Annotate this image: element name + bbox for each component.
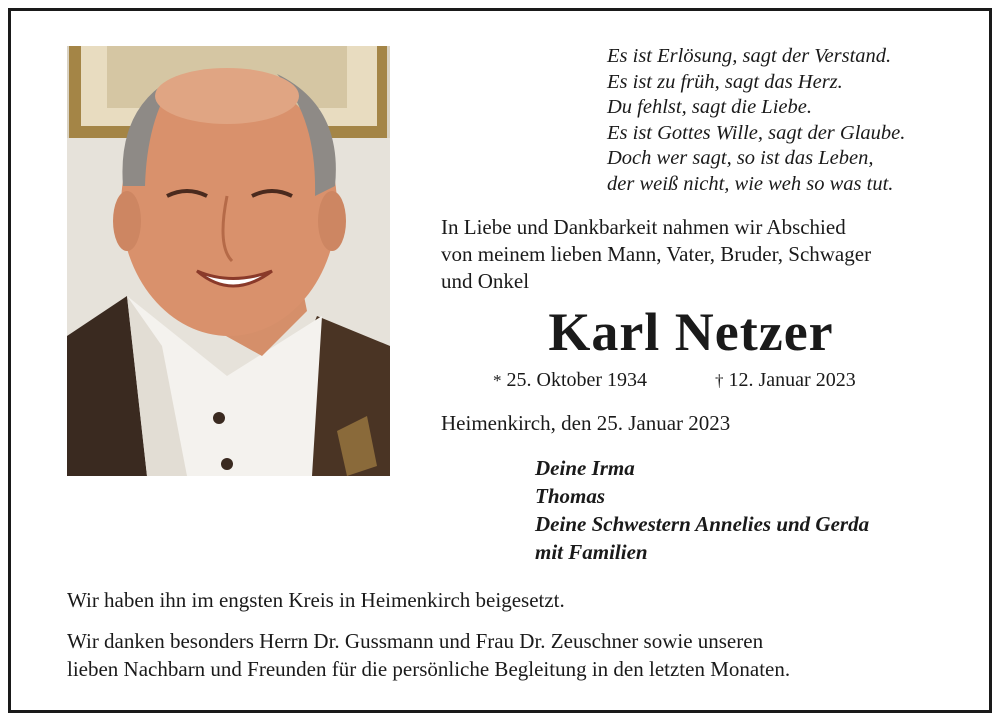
birth-date: 25. Oktober 1934 bbox=[506, 369, 648, 391]
intro-line: In Liebe und Dankbarkeit nahmen wir Abschied bbox=[441, 215, 846, 239]
poem bbox=[607, 44, 967, 198]
thanks-line: lieben Nachbarn und Freunden für die persönliche Begleitung in den letzten Monaten. bbox=[67, 657, 791, 681]
mourner-line: Deine Irma bbox=[535, 456, 635, 480]
poem-line: Es ist Gottes Wille, sagt der Glaube. bbox=[607, 121, 906, 144]
burial-note: Wir haben ihn im engsten Kreis in Heimenkirch beigesetzt. bbox=[67, 588, 565, 612]
place-and-date: Heimenkirch, den 25. Januar 2023 bbox=[441, 411, 731, 435]
poem-line: Doch wer sagt, so ist das Leben, bbox=[607, 147, 874, 170]
mourner-line: mit Familien bbox=[535, 540, 648, 564]
death-date-group bbox=[715, 367, 856, 394]
poem-line: der weiß nicht, wie weh so was tut. bbox=[607, 172, 894, 195]
thanks-line: Wir danken besonders Herrn Dr. Gussmann und Frau Dr. Zeuschner sowie unseren bbox=[67, 629, 764, 653]
poem-line: Du fehlst, sagt die Liebe. bbox=[607, 96, 812, 119]
star-icon: * bbox=[493, 371, 502, 390]
portrait-photo bbox=[67, 46, 390, 476]
intro-text bbox=[441, 214, 981, 295]
intro-line: und Onkel bbox=[441, 269, 530, 293]
mourner-line: Deine Schwestern Annelies und Gerda bbox=[535, 512, 870, 536]
cross-icon: † bbox=[715, 371, 724, 390]
mourners-list bbox=[535, 454, 975, 566]
obituary-frame bbox=[8, 8, 992, 713]
deceased-name: Karl Netzer bbox=[548, 302, 834, 362]
poem-line: Es ist Erlösung, sagt der Verstand. bbox=[607, 45, 892, 67]
thanks-note bbox=[67, 627, 967, 683]
death-date: 12. Januar 2023 bbox=[728, 369, 856, 391]
mourner-line: Thomas bbox=[535, 484, 606, 508]
life-dates bbox=[493, 367, 913, 394]
poem-line: Es ist zu früh, sagt das Herz. bbox=[607, 70, 843, 93]
intro-line: von meinem lieben Mann, Vater, Bruder, Schwager bbox=[441, 242, 872, 266]
birth-date-group bbox=[493, 369, 647, 391]
